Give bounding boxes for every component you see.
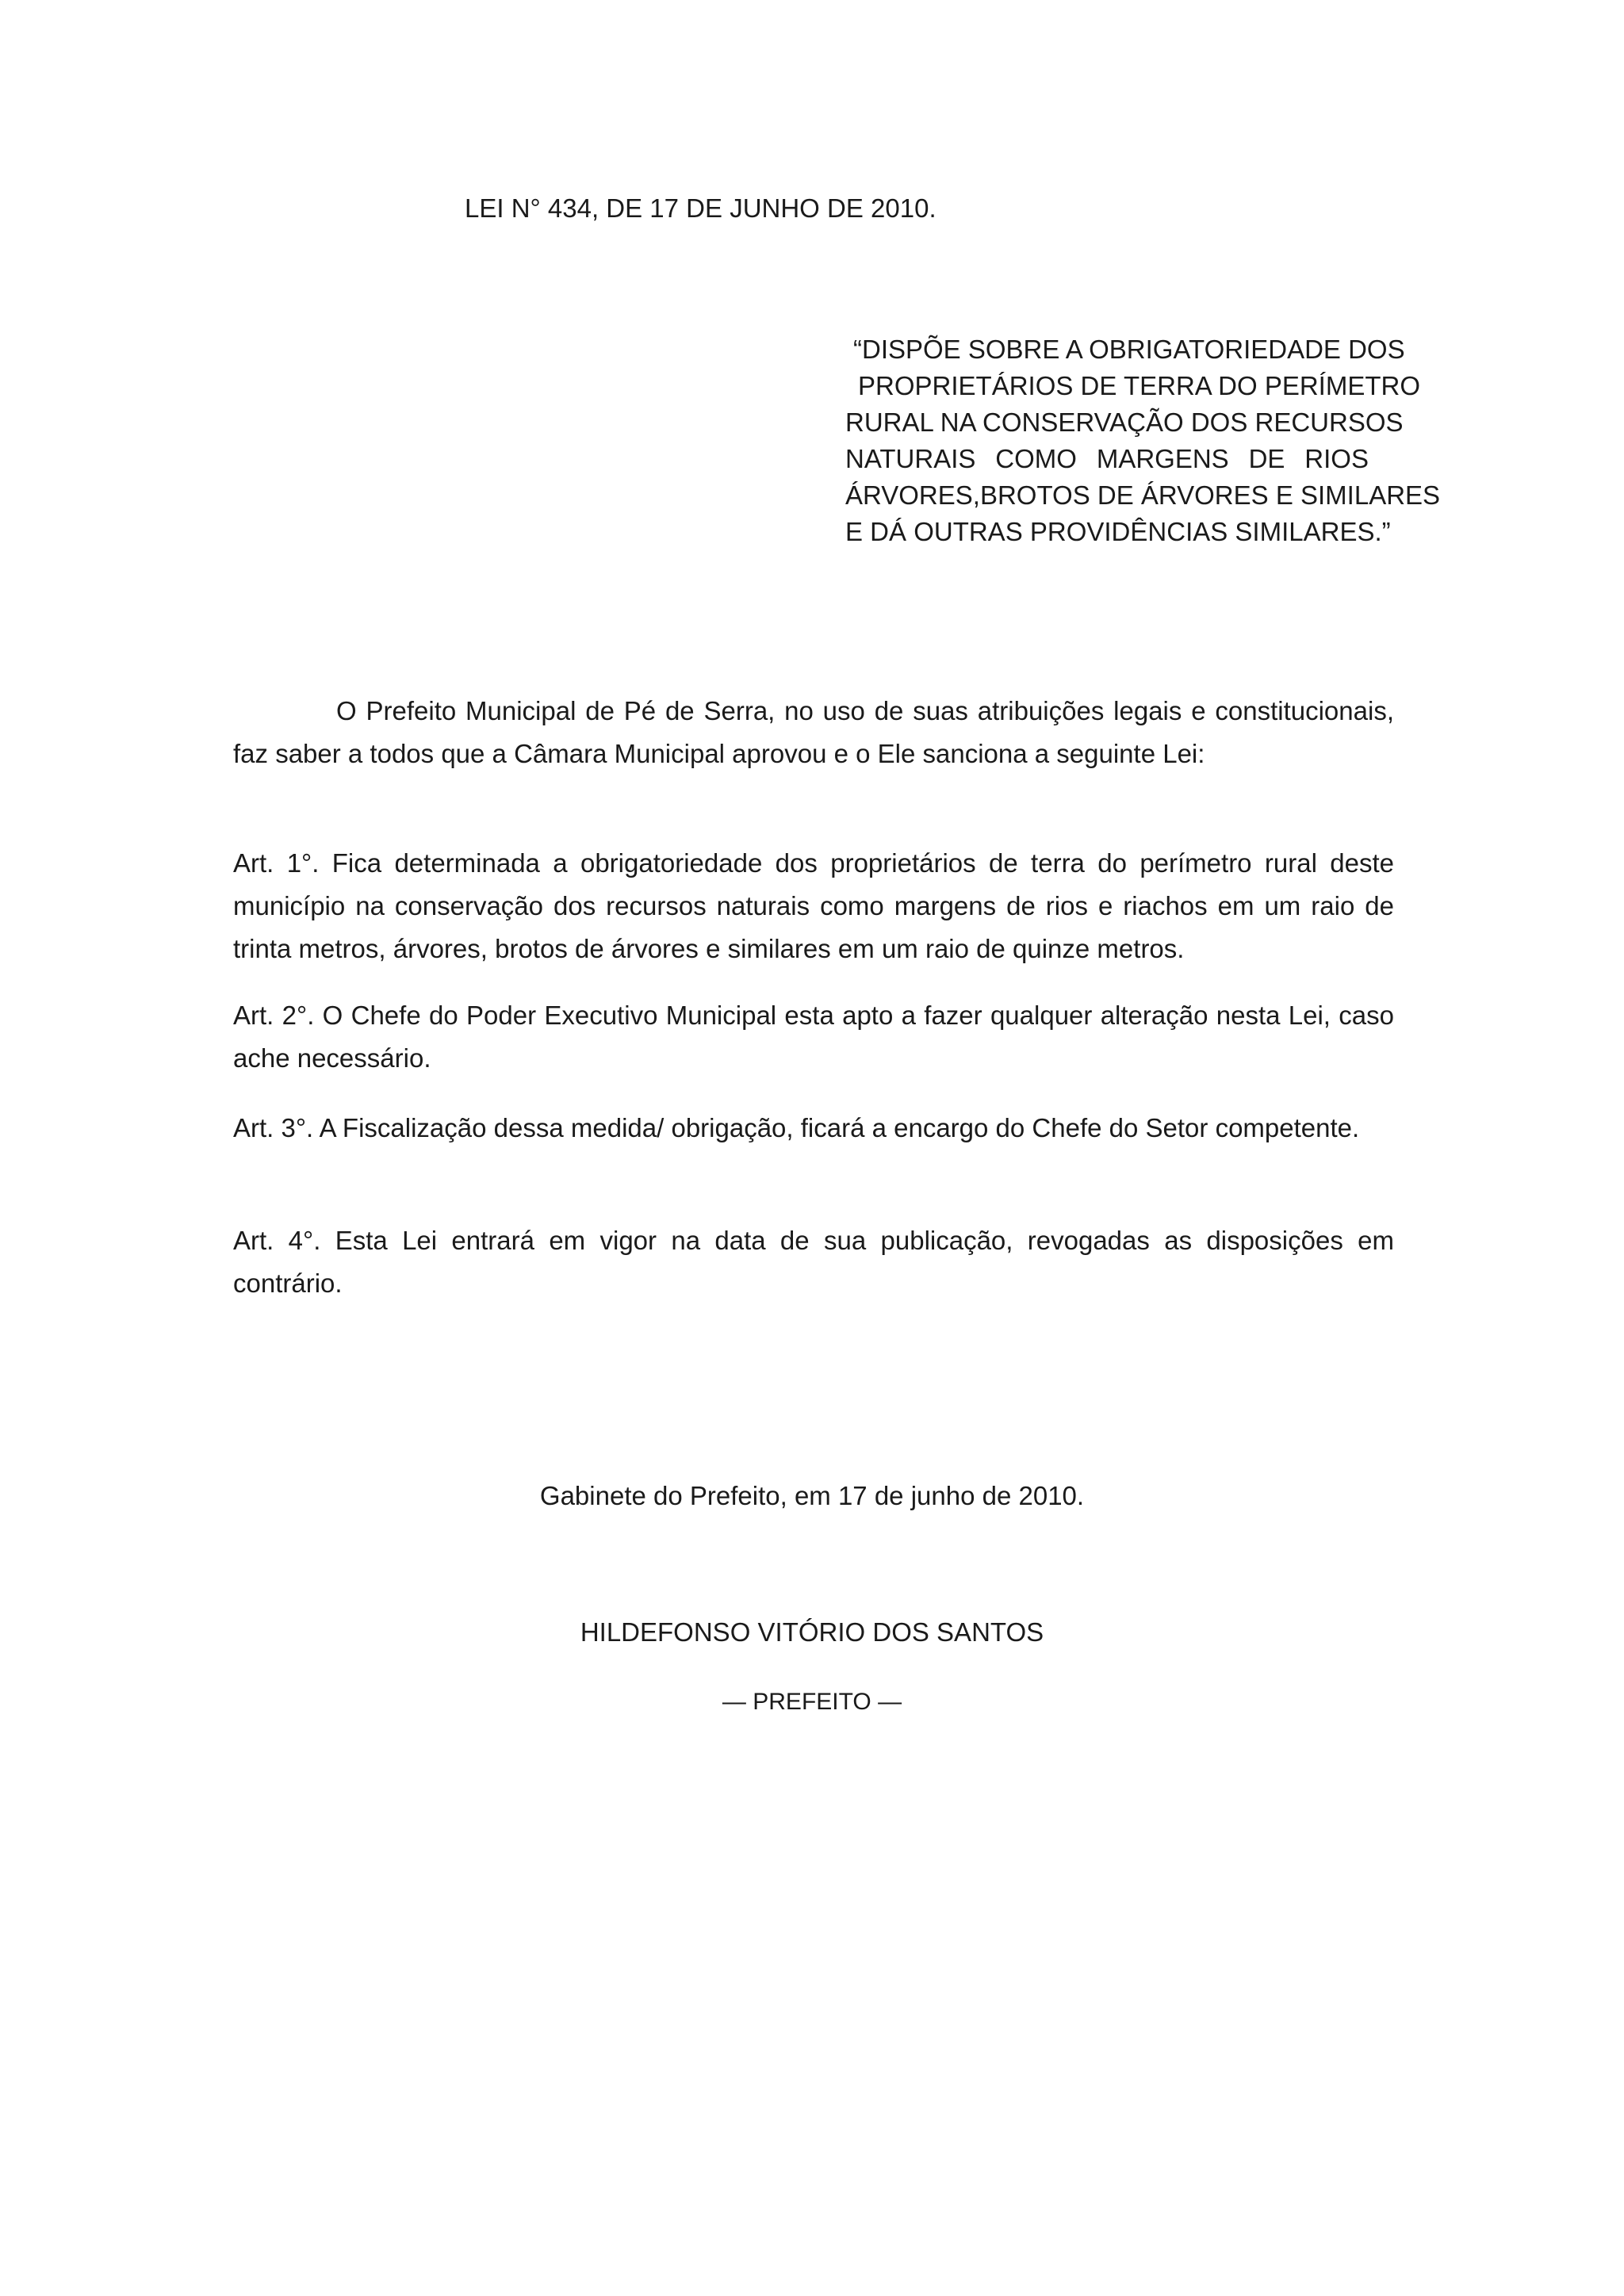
place-and-date: Gabinete do Prefeito, em 17 de junho de 2010. (539, 1481, 1085, 1510)
law-title: LEI N° 434, DE 17 DE JUNHO DE 2010. (465, 193, 936, 223)
preamble-paragraph: O Prefeito Municipal de Pé de Serra, no uso de suas atribuições legais e constitucionais, faz saber a todos que a Câmara Municipal aprovou e o Ele sanciona a seguinte Lei: (233, 696, 1394, 768)
summary-line: E DÁ OUTRAS PROVIDÊNCIAS SIMILARES.” (845, 517, 1391, 546)
summary-line: RURAL NA CONSERVAÇÃO DOS RECURSOS (845, 408, 1404, 437)
summary-line: PROPRIETÁRIOS DE TERRA DO PERÍMETRO (858, 371, 1421, 400)
article-3: Art. 3°. A Fiscalização dessa medida/ obrigação, ficará a encargo do Chefe do Setor competente. (233, 1113, 1360, 1142)
signer-role: — PREFEITO — (722, 1689, 902, 1715)
summary-line: NATURAIS COMO MARGENS DE RIOS (845, 444, 1369, 473)
article-4: Art. 4°. Esta Lei entrará em vigor na data de sua publicação, revogadas as disposições em contrário. (233, 1226, 1394, 1298)
signer-name: HILDEFONSO VITÓRIO DOS SANTOS (580, 1617, 1044, 1647)
summary-line: “DISPÕE SOBRE A OBRIGATORIEDADE DOS (853, 335, 1405, 364)
article-2: Art. 2°. O Chefe do Poder Executivo Municipal esta apto a fazer qualquer alteração nesta Lei, caso ache necessário. (233, 1001, 1394, 1073)
article-1: Art. 1°. Fica determinada a obrigatoriedade dos proprietários de terra do perímetro rural deste município na conservação dos recursos naturais como margens de rios e riachos em um raio de trinta metros, árvores, brotos de árvores e similares em um raio de quinze metros. (233, 848, 1394, 963)
law-summary (845, 331, 1441, 550)
summary-line: ÁRVORES,BROTOS DE ÁRVORES E SIMILARES (845, 480, 1441, 510)
